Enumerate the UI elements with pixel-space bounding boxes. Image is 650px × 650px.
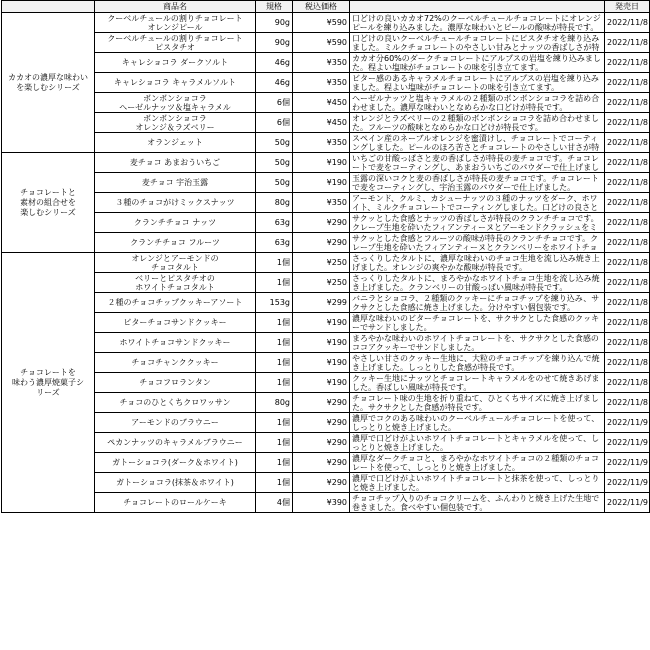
product-name-cell: ガトーショコラ(ダーク＆ホワイト)	[95, 453, 256, 473]
table-row	[2, 493, 650, 513]
spec-cell: 1個	[256, 453, 293, 473]
price-cell: ¥290	[293, 413, 350, 433]
release-date-cell: 2022/11/8	[605, 193, 650, 213]
description-cell	[350, 253, 605, 273]
release-date-cell: 2022/11/8	[605, 73, 650, 93]
product-name-cell: ３種のチョコがけミックスナッツ	[95, 193, 256, 213]
release-date-cell: 2022/11/8	[605, 273, 650, 293]
description-text: 濃厚でコクのある味わいのクーベルチュールチョコレートを使って、しっとりと焼き上げました。	[352, 413, 600, 432]
spec-cell: 1個	[256, 313, 293, 333]
table-row	[2, 433, 650, 453]
description-cell	[350, 273, 605, 293]
description-cell	[350, 353, 605, 373]
product-name-cell: オランジェット	[95, 133, 256, 153]
table-row	[2, 73, 650, 93]
description-cell	[350, 233, 605, 253]
description-cell	[350, 453, 605, 473]
price-cell: ¥290	[293, 473, 350, 493]
table-row	[2, 213, 650, 233]
table-row	[2, 113, 650, 133]
price-cell: ¥190	[293, 353, 350, 373]
price-cell: ¥590	[293, 13, 350, 33]
description-text: 口どけの良いクーベルチュールチョコレートにピスタチオを練り込みました。ミルクチョコレートのやさしい甘みとナッツの香ばしさが特	[352, 33, 600, 52]
price-cell: ¥250	[293, 273, 350, 293]
description-text: 玉露の深いコクと麦の香ばしさが特長の麦チョコです。チョコレートで麦をコーティングし、宇治玉露のパウダーで仕上げました。	[352, 173, 599, 192]
category-cell: チョコレートを 味わう濃厚焼菓子シ リーズ	[2, 253, 95, 513]
price-cell: ¥190	[293, 313, 350, 333]
table-row	[2, 413, 650, 433]
price-cell: ¥190	[293, 373, 350, 393]
product-name-cell: 麦チョコ 宇治玉露	[95, 173, 256, 193]
description-cell	[350, 473, 605, 493]
description-text: 口どけの良いカカオ72%のクーベルチュールチョコレートにオレンジピールを練り込みました。濃厚な味わいとピールの酸味が特長です。	[352, 13, 601, 32]
release-date-cell: 2022/11/9	[605, 413, 650, 433]
spec-cell: 4個	[256, 493, 293, 513]
price-cell: ¥190	[293, 333, 350, 353]
price-cell: ¥450	[293, 93, 350, 113]
price-cell: ¥299	[293, 293, 350, 313]
spec-cell: 46g	[256, 53, 293, 73]
product-name-cell: チョコレートのロールケーキ	[95, 493, 256, 513]
table-row	[2, 453, 650, 473]
spec-cell: 1個	[256, 273, 293, 293]
description-cell	[350, 133, 605, 153]
table-row	[2, 293, 650, 313]
price-cell: ¥590	[293, 33, 350, 53]
release-date-cell: 2022/11/8	[605, 13, 650, 33]
product-name-cell: キャレショコラ ダークソルト	[95, 53, 256, 73]
description-text: いちごの甘酸っぱさと麦の香ばしさが特長の麦チョコです。チョコレートで麦をコーティングし、あまおういちごのパウダーで仕上げまし	[352, 153, 600, 172]
product-table	[1, 0, 650, 513]
product-name-cell: ボンボンショコラ ヘーゼルナッツ＆塩キャラメル	[95, 93, 256, 113]
price-cell: ¥290	[293, 453, 350, 473]
release-date-cell: 2022/11/8	[605, 253, 650, 273]
release-date-cell: 2022/11/8	[605, 113, 650, 133]
release-date-cell: 2022/11/8	[605, 313, 650, 333]
release-date-cell: 2022/11/8	[605, 33, 650, 53]
description-text: カカオ分60%のダークチョコレートにアルプスの岩塩を練り込みました。程よい塩味がチョコレートの味を引き立てます。	[352, 53, 601, 72]
price-cell: ¥350	[293, 193, 350, 213]
price-cell: ¥290	[293, 233, 350, 253]
release-date-cell: 2022/11/8	[605, 93, 650, 113]
table-row	[2, 233, 650, 253]
spec-cell: 1個	[256, 473, 293, 493]
description-cell	[350, 393, 605, 413]
description-cell	[350, 33, 605, 53]
release-date-cell: 2022/11/8	[605, 133, 650, 153]
spec-cell: 63g	[256, 233, 293, 253]
description-cell	[350, 313, 605, 333]
product-name-cell: ２種のチョコチップクッキーアソート	[95, 293, 256, 313]
table-row	[2, 193, 650, 213]
description-cell	[350, 13, 605, 33]
price-cell: ¥190	[293, 153, 350, 173]
spec-cell: 1個	[256, 433, 293, 453]
spec-cell: 90g	[256, 13, 293, 33]
product-name-cell: クランチチョコ ナッツ	[95, 213, 256, 233]
description-cell	[350, 193, 605, 213]
description-cell	[350, 93, 605, 113]
description-cell	[350, 413, 605, 433]
release-date-cell: 2022/11/9	[605, 493, 650, 513]
description-text: 濃厚な味わいのビターチョコレートを、サクサクとした食感のクッキーでサンドしました。	[352, 313, 600, 332]
price-cell: ¥350	[293, 133, 350, 153]
release-date-cell: 2022/11/8	[605, 53, 650, 73]
table-row	[2, 313, 650, 333]
description-text: クッキー生地にナッツとチョコレートキャラメルをのせて焼きあげました。香ばしい風味が特長です。	[352, 373, 600, 392]
table-row	[2, 333, 650, 353]
description-text: ヘーゼルナッツと塩キャラメルの２種類のボンボンショコラを詰め合わせました。濃厚な味わいとなめらかな口どけが特長です。	[352, 93, 600, 112]
description-text: さっくりしたタルトに、まろやかなホワイトチョコ生地を流し込み焼き上げました。クランベリーの甘酸っぱい風味が特長です。	[352, 273, 600, 292]
table-row	[2, 13, 650, 33]
spec-cell: 80g	[256, 393, 293, 413]
description-text: スペイン産のネーブルオレンジを蜜漬けし、チョコレートでコーティングしました。ピールのほろ苦さとチョコレートのやさしい甘さが特	[352, 133, 600, 152]
header-name: 商品名	[95, 1, 256, 13]
description-text: 濃厚なダークチョコと、まろやかなホワイトチョコの２種類のチョコレートを使って、しっとりと焼き上げました。	[352, 453, 600, 472]
table-row	[2, 253, 650, 273]
spec-cell: 153g	[256, 293, 293, 313]
price-cell: ¥190	[293, 173, 350, 193]
table-row	[2, 473, 650, 493]
product-name-cell: ガトーショコラ(抹茶＆ホワイト)	[95, 473, 256, 493]
description-text: アーモンド、クルミ、カシューナッツの３種のナッツをダーク、ホワイト、ミルクチョコレートでコーティングしました。口どけの良さと	[352, 193, 599, 212]
table-row	[2, 173, 650, 193]
price-cell: ¥450	[293, 113, 350, 133]
table-row	[2, 353, 650, 373]
table-row	[2, 153, 650, 173]
spec-cell: 6個	[256, 113, 293, 133]
release-date-cell: 2022/11/8	[605, 213, 650, 233]
description-text: チョコチップ入りのチョコクリームを、ふんわりと焼き上げた生地で巻きました。食べやすい個包装です。	[352, 493, 600, 512]
spec-cell: 1個	[256, 333, 293, 353]
release-date-cell: 2022/11/8	[605, 153, 650, 173]
product-name-cell: クーベルチュールの割りチョコレート ピスタチオ	[95, 33, 256, 53]
description-cell	[350, 153, 605, 173]
description-cell	[350, 173, 605, 193]
product-name-cell: ホワイトチョコサンドクッキー	[95, 333, 256, 353]
spec-cell: 50g	[256, 173, 293, 193]
spec-cell: 63g	[256, 213, 293, 233]
product-name-cell: ビターチョコサンドクッキー	[95, 313, 256, 333]
release-date-cell: 2022/11/9	[605, 453, 650, 473]
header-row	[2, 1, 650, 13]
spec-cell: 50g	[256, 153, 293, 173]
category-cell: チョコレートと 素材の組合せを 楽しむシリーズ	[2, 153, 95, 253]
spec-cell: 50g	[256, 133, 293, 153]
product-name-cell: アーモンドのブラウニー	[95, 413, 256, 433]
release-date-cell: 2022/11/9	[605, 473, 650, 493]
product-name-cell: キャレショコラ キャラメルソルト	[95, 73, 256, 93]
product-name-cell: クランチチョコ フルーツ	[95, 233, 256, 253]
description-text: 濃厚で口どけがよいホワイトチョコレートと抹茶を使って、しっとりと焼き上げました。	[352, 473, 600, 492]
release-date-cell: 2022/11/8	[605, 233, 650, 253]
spec-cell: 1個	[256, 353, 293, 373]
product-name-cell: チョコのひとくちクロワッサン	[95, 393, 256, 413]
header-desc	[350, 1, 605, 13]
description-text: バニラとショコラ、２種類のクッキーにチョコチップを練り込み、サクサクとした食感に焼き上げました。分けやすい個包装です。	[352, 293, 600, 312]
header-price: 税込価格	[293, 1, 350, 13]
description-cell	[350, 433, 605, 453]
description-cell	[350, 53, 605, 73]
table-row	[2, 53, 650, 73]
table-body	[2, 13, 650, 513]
price-cell: ¥290	[293, 213, 350, 233]
spec-cell: 1個	[256, 373, 293, 393]
description-text: やさしい甘さのクッキー生地に、大粒のチョコチップを練り込んで焼き上げました。しっとりした食感が特長です。	[352, 353, 600, 372]
description-cell	[350, 213, 605, 233]
description-cell	[350, 293, 605, 313]
product-name-cell: ベリーとピスタチオの ホワイトチョコタルト	[95, 273, 256, 293]
release-date-cell: 2022/11/8	[605, 393, 650, 413]
product-name-cell: チョコチャンククッキー	[95, 353, 256, 373]
description-text: チョコレート味の生地を折り重ねて、ひとくちサイズに焼き上げました。サクサクとした食感が特長です。	[352, 393, 599, 412]
price-cell: ¥390	[293, 493, 350, 513]
description-cell	[350, 73, 605, 93]
price-cell: ¥350	[293, 53, 350, 73]
release-date-cell: 2022/11/8	[605, 333, 650, 353]
product-name-cell: ペカンナッツのキャラメルブラウニー	[95, 433, 256, 453]
release-date-cell: 2022/11/8	[605, 353, 650, 373]
spec-cell: 80g	[256, 193, 293, 213]
product-name-cell: クーベルチュールの割りチョコレート オレンジピール	[95, 13, 256, 33]
product-name-cell: ボンボンショコラ オレンジ＆ラズベリー	[95, 113, 256, 133]
release-date-cell: 2022/11/8	[605, 373, 650, 393]
description-cell	[350, 113, 605, 133]
spec-cell: 90g	[256, 33, 293, 53]
category-cell: カカオの濃厚な味わい を楽しむシリーズ	[2, 13, 95, 153]
description-text: さっくりしたタルトに、濃厚な味わいのチョコ生地を流し込み焼き上げました。オレンジの爽やかな酸味が特長です。	[352, 253, 600, 272]
table-row	[2, 93, 650, 113]
description-text: サクッとした食感とフルーツの酸味が特長のクランチチョコです。クレープ生地を砕いたフィアンティーヌとクランベリーをホワイトチョ	[352, 233, 599, 252]
product-name-cell: チョコフロランタン	[95, 373, 256, 393]
product-name-cell: 麦チョコ あまおういちご	[95, 153, 256, 173]
spec-cell: 1個	[256, 253, 293, 273]
price-cell: ¥290	[293, 433, 350, 453]
header-spec: 規格	[256, 1, 293, 13]
table-row	[2, 373, 650, 393]
description-cell	[350, 333, 605, 353]
release-date-cell: 2022/11/9	[605, 433, 650, 453]
header-category	[2, 1, 95, 13]
spec-cell: 46g	[256, 73, 293, 93]
table-row	[2, 133, 650, 153]
table-row	[2, 273, 650, 293]
product-name-cell: オレンジとアーモンドの チョコタルト	[95, 253, 256, 273]
price-cell: ¥350	[293, 73, 350, 93]
release-date-cell: 2022/11/8	[605, 293, 650, 313]
description-text: 濃厚で口どけがよいホワイトチョコレートとキャラメルを使って、しっとりと焼き上げました。	[352, 433, 600, 452]
price-cell: ¥290	[293, 393, 350, 413]
description-cell	[350, 373, 605, 393]
description-text: サクッとした食感とナッツの香ばしさが特長のクランチチョコです。クレープ生地を砕いたフィアンティーヌとアーモンドクラッシュをミ	[352, 213, 599, 232]
header-date: 発売日	[605, 1, 650, 13]
table-row	[2, 33, 650, 53]
spec-cell: 1個	[256, 413, 293, 433]
spec-cell: 6個	[256, 93, 293, 113]
description-text: まろやかな味わいのホワイトチョコレートを、サクサクとした食感のココアクッキーでサンドしました。	[352, 333, 599, 352]
description-text: ビター感のあるキャラメルチョコレートにアルプスの岩塩を練り込みました。程よい塩味がチョコレートの味を引き立てます。	[352, 73, 599, 92]
description-cell	[350, 493, 605, 513]
table-row	[2, 393, 650, 413]
description-text: オレンジとラズベリーの２種類のボンボンショコラを詰め合わせました。フルーツの酸味となめらかな口どけが特長です。	[352, 113, 599, 132]
price-cell: ¥250	[293, 253, 350, 273]
release-date-cell: 2022/11/8	[605, 173, 650, 193]
